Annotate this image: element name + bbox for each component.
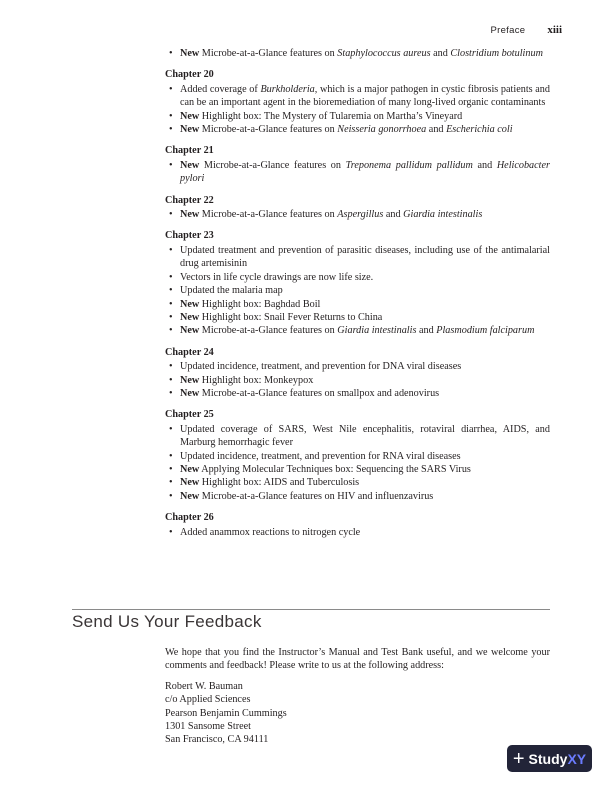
organism-name: Aspergillus	[337, 209, 384, 221]
organism-name: Burkholderia,	[260, 83, 318, 95]
item-text: Microbe-at-a-Glance features on HIV and influenzavirus	[199, 490, 434, 502]
item-text: which is a major pathogen in cystic fibrosis patients and can be an important agent in the bioremediation of many long-lived organic contaminants	[180, 83, 550, 109]
list-item	[165, 450, 550, 463]
chapters-container	[165, 68, 550, 539]
feedback-heading: Send Us Your Feedback	[72, 612, 262, 631]
chapter-items	[165, 360, 550, 400]
list-item	[165, 110, 550, 123]
chapter-items	[165, 83, 550, 137]
item-text: Updated incidence, treatment, and prevention for RNA viral diseases	[180, 450, 461, 462]
chapter-block	[165, 194, 550, 222]
item-text: Updated the malaria map	[180, 285, 283, 297]
list-item	[165, 208, 550, 221]
chapter-block	[165, 346, 550, 401]
brand-name-study: Study	[528, 750, 568, 767]
new-label: New	[180, 209, 200, 221]
item-text: Microbe-at-a-Glance features on	[199, 48, 338, 59]
address-line: Pearson Benjamin Cummings	[165, 707, 287, 719]
chapter-block	[165, 511, 550, 539]
item-text: and	[426, 124, 447, 136]
list-item	[165, 423, 550, 450]
list-item	[165, 526, 550, 539]
item-text: Added coverage of	[180, 83, 261, 95]
list-item	[165, 123, 550, 136]
address-line: 1301 Sansome Street	[165, 721, 252, 733]
address-line: San Francisco, CA 94111	[165, 734, 269, 746]
list-item	[165, 47, 550, 60]
chapter-title: Chapter 24	[165, 346, 214, 358]
chapter-block	[165, 408, 550, 503]
item-text: Vectors in life cycle drawings are now life size.	[180, 271, 374, 283]
list-item	[165, 360, 550, 373]
item-text: Highlight box: Snail Fever Returns to China	[199, 311, 383, 323]
intro-list	[165, 47, 550, 60]
list-item	[165, 271, 550, 284]
section-title: Preface	[490, 25, 526, 36]
chapter-items	[165, 159, 550, 186]
organism-name: Staphylococcus aureus	[337, 48, 431, 59]
brand-name-xy: XY	[567, 750, 587, 767]
list-item	[165, 374, 550, 387]
item-text: and	[430, 48, 451, 59]
organism-name: Treponema pallidum pallidum	[345, 159, 473, 171]
item-text: and	[383, 209, 404, 221]
item-text: Highlight box: Baghdad Boil	[199, 298, 321, 310]
chapter-block	[165, 144, 550, 185]
new-label: New	[180, 325, 200, 337]
address-line: Robert W. Bauman	[165, 680, 243, 692]
mailing-address	[165, 680, 550, 747]
list-item	[165, 244, 550, 271]
section-divider	[72, 609, 550, 610]
organism-name: Neisseria gonorrhoea	[337, 124, 427, 136]
new-label: New	[180, 477, 200, 489]
feedback-paragraph: We hope that you find the Instructor’s Manual and Test Bank useful, and we welcome your comments and feedback! Please write to us at the following address:	[165, 647, 550, 672]
organism-name: Helicobacter pylori	[180, 159, 550, 185]
changes-list	[165, 47, 550, 547]
item-text: and	[472, 159, 497, 171]
list-item	[165, 83, 550, 110]
item-text: Microbe-at-a-Glance features on smallpox and adenovirus	[199, 387, 440, 399]
chapter-items	[165, 208, 550, 221]
item-text: Highlight box: The Mystery of Tularemia on Martha’s Vineyard	[199, 110, 463, 122]
new-label: New	[180, 110, 200, 122]
list-item	[165, 490, 550, 503]
studyxy-badge[interactable]	[507, 745, 592, 772]
new-label: New	[180, 374, 200, 386]
list-item	[165, 463, 550, 476]
page-number: xiii	[547, 24, 562, 36]
list-item	[165, 324, 550, 337]
new-label: New	[180, 490, 200, 502]
organism-name: Escherichia coli	[446, 124, 513, 136]
new-label: New	[180, 48, 200, 59]
chapter-title: Chapter 26	[165, 512, 214, 524]
running-header	[490, 24, 562, 36]
organism-name: Clostridium botulinum	[450, 48, 543, 59]
chapter-items	[165, 526, 550, 539]
list-item	[165, 284, 550, 297]
item-text: Microbe-at-a-Glance features on	[199, 159, 346, 171]
item-text: Microbe-at-a-Glance features on	[199, 209, 338, 221]
list-item	[165, 476, 550, 489]
item-text: Updated coverage of SARS, West Nile encephalitis, rotaviral diarrhea, AIDS, and Marburg hemorrhagic fever	[180, 423, 550, 449]
list-item	[165, 311, 550, 324]
address-line: c/o Applied Sciences	[165, 694, 251, 706]
organism-name: Giardia intestinalis	[403, 209, 483, 221]
chapter-items	[165, 423, 550, 503]
item-text: Microbe-at-a-Glance features on	[199, 124, 338, 136]
new-label: New	[180, 463, 200, 475]
item-text: Updated incidence, treatment, and prevention for DNA viral diseases	[180, 361, 462, 373]
chapter-block	[165, 229, 550, 337]
item-text: Added anammox reactions to nitrogen cycle	[180, 526, 361, 538]
item-text: Applying Molecular Techniques box: Sequencing the SARS Virus	[199, 463, 471, 475]
item-text: Microbe-at-a-Glance features on	[199, 325, 338, 337]
new-label: New	[180, 387, 200, 399]
plus-icon: +	[512, 747, 525, 770]
chapter-title: Chapter 20	[165, 69, 214, 81]
new-label: New	[180, 159, 200, 171]
chapter-items	[165, 244, 550, 338]
list-item	[165, 159, 550, 186]
chapter-title: Chapter 23	[165, 230, 214, 242]
new-label: New	[180, 124, 200, 136]
item-text: and	[416, 325, 437, 337]
chapter-block	[165, 68, 550, 136]
feedback-section	[165, 646, 550, 747]
organism-name: Giardia intestinalis	[337, 325, 417, 337]
item-text: Highlight box: AIDS and Tuberculosis	[199, 477, 360, 489]
item-text: Updated treatment and prevention of parasitic diseases, including use of the antimalarial drug artemisinin	[180, 244, 550, 270]
list-item	[165, 387, 550, 400]
list-item	[165, 298, 550, 311]
new-label: New	[180, 298, 200, 310]
new-label: New	[180, 311, 200, 323]
item-text: Highlight box: Monkeypox	[199, 374, 314, 386]
chapter-title: Chapter 22	[165, 194, 214, 206]
chapter-title: Chapter 21	[165, 145, 214, 157]
chapter-title: Chapter 25	[165, 409, 214, 421]
organism-name: Plasmodium falciparum	[436, 325, 535, 337]
